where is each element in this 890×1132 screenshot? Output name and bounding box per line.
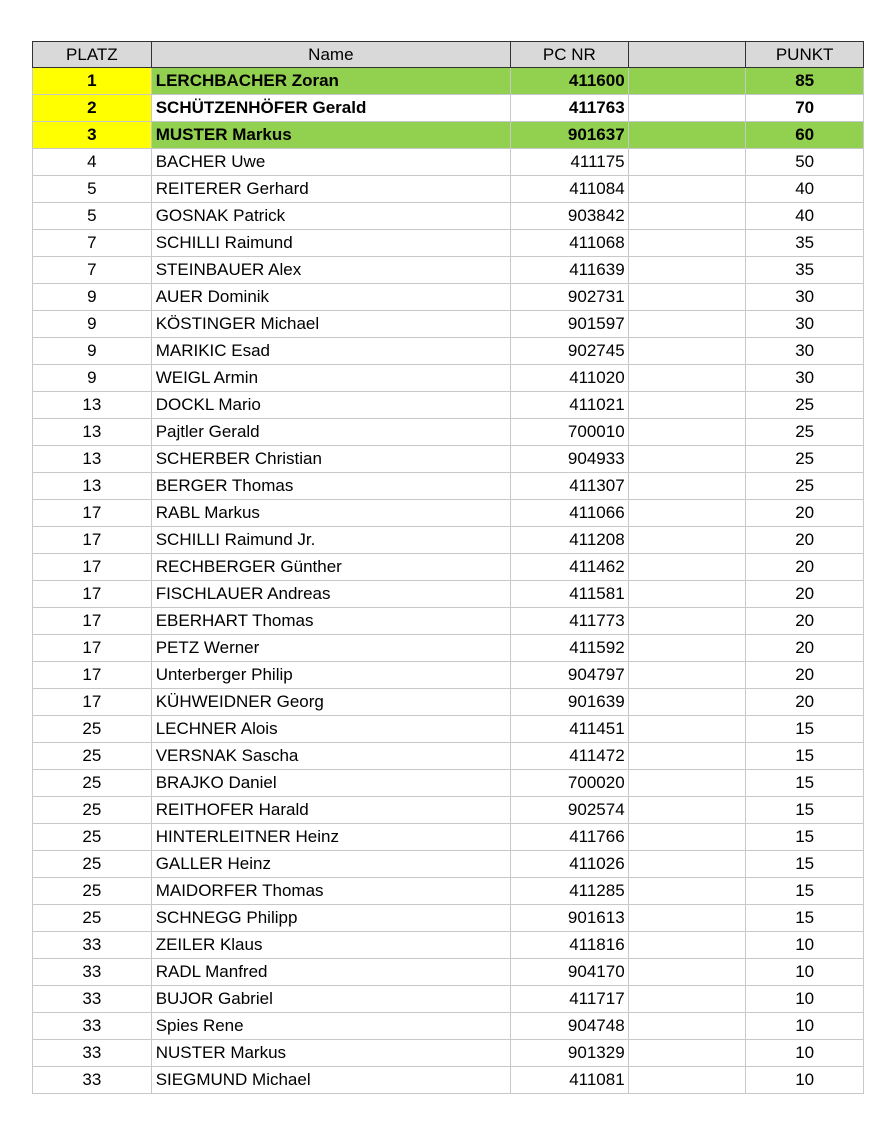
blank-cell (628, 230, 746, 257)
blank-cell (628, 608, 746, 635)
blank-cell (628, 419, 746, 446)
name-cell: STEINBAUER Alex (151, 257, 510, 284)
blank-cell (628, 473, 746, 500)
points-cell: 15 (746, 905, 864, 932)
blank-cell (628, 986, 746, 1013)
table-row (33, 851, 864, 878)
points-cell: 10 (746, 1040, 864, 1067)
blank-cell (628, 851, 746, 878)
blank-cell (628, 203, 746, 230)
header-row (33, 42, 864, 68)
name-cell: KÜHWEIDNER Georg (151, 689, 510, 716)
blank-cell (628, 716, 746, 743)
blank-cell (628, 797, 746, 824)
points-cell: 40 (746, 176, 864, 203)
points-cell: 20 (746, 527, 864, 554)
table-row (33, 1040, 864, 1067)
name-cell: ZEILER Klaus (151, 932, 510, 959)
points-cell: 10 (746, 959, 864, 986)
blank-cell (628, 257, 746, 284)
rank-cell: 17 (33, 527, 152, 554)
name-cell: WEIGL Armin (151, 365, 510, 392)
rank-cell: 33 (33, 1013, 152, 1040)
pc-nr-cell: 411472 (511, 743, 629, 770)
points-cell: 10 (746, 1013, 864, 1040)
name-cell: SCHNEGG Philipp (151, 905, 510, 932)
table-row (33, 635, 864, 662)
rank-cell: 17 (33, 608, 152, 635)
table-row (33, 878, 864, 905)
name-cell: SCHILLI Raimund Jr. (151, 527, 510, 554)
rank-cell: 33 (33, 932, 152, 959)
name-cell: EBERHART Thomas (151, 608, 510, 635)
name-cell: BERGER Thomas (151, 473, 510, 500)
points-cell: 15 (746, 743, 864, 770)
rank-cell: 17 (33, 500, 152, 527)
pc-nr-cell: 411066 (511, 500, 629, 527)
points-cell: 20 (746, 554, 864, 581)
table-row (33, 473, 864, 500)
points-cell: 25 (746, 392, 864, 419)
pc-nr-cell: 903842 (511, 203, 629, 230)
points-cell: 25 (746, 419, 864, 446)
table-row (33, 581, 864, 608)
points-cell: 30 (746, 338, 864, 365)
table-row (33, 1067, 864, 1094)
table-row (33, 149, 864, 176)
blank-cell (628, 95, 746, 122)
pc-nr-cell: 411581 (511, 581, 629, 608)
pc-nr-cell: 411081 (511, 1067, 629, 1094)
pc-nr-cell: 411068 (511, 230, 629, 257)
table-header (33, 42, 864, 68)
table-row (33, 716, 864, 743)
name-cell: Unterberger Philip (151, 662, 510, 689)
rank-cell: 25 (33, 905, 152, 932)
points-cell: 30 (746, 311, 864, 338)
blank-cell (628, 500, 746, 527)
points-cell: 50 (746, 149, 864, 176)
table-row (33, 1013, 864, 1040)
header-name: Name (151, 42, 510, 68)
table-row (33, 500, 864, 527)
blank-cell (628, 365, 746, 392)
table-row (33, 770, 864, 797)
points-cell: 30 (746, 365, 864, 392)
header-platz: PLATZ (33, 42, 152, 68)
pc-nr-cell: 411451 (511, 716, 629, 743)
rank-cell: 33 (33, 1040, 152, 1067)
name-cell: REITERER Gerhard (151, 176, 510, 203)
pc-nr-cell: 411285 (511, 878, 629, 905)
points-cell: 15 (746, 797, 864, 824)
name-cell: MUSTER Markus (151, 122, 510, 149)
table-row (33, 311, 864, 338)
pc-nr-cell: 901637 (511, 122, 629, 149)
rank-cell: 5 (33, 203, 152, 230)
rank-cell: 25 (33, 797, 152, 824)
rank-cell: 5 (33, 176, 152, 203)
name-cell: RECHBERGER Günther (151, 554, 510, 581)
table-row (33, 230, 864, 257)
table-row (33, 824, 864, 851)
points-cell: 20 (746, 581, 864, 608)
blank-cell (628, 1040, 746, 1067)
rank-cell: 13 (33, 392, 152, 419)
blank-cell (628, 635, 746, 662)
pc-nr-cell: 901639 (511, 689, 629, 716)
name-cell: MAIDORFER Thomas (151, 878, 510, 905)
blank-cell (628, 824, 746, 851)
rank-cell: 13 (33, 419, 152, 446)
header-punkt: PUNKT (746, 42, 864, 68)
table-row (33, 176, 864, 203)
blank-cell (628, 284, 746, 311)
rank-cell: 3 (33, 122, 152, 149)
rank-cell: 13 (33, 473, 152, 500)
name-cell: HINTERLEITNER Heinz (151, 824, 510, 851)
rank-cell: 13 (33, 446, 152, 473)
blank-cell (628, 176, 746, 203)
points-cell: 30 (746, 284, 864, 311)
rank-cell: 9 (33, 311, 152, 338)
rank-cell: 9 (33, 338, 152, 365)
pc-nr-cell: 411175 (511, 149, 629, 176)
table-row (33, 662, 864, 689)
rank-cell: 17 (33, 689, 152, 716)
pc-nr-cell: 902574 (511, 797, 629, 824)
rank-cell: 25 (33, 770, 152, 797)
rank-cell: 33 (33, 986, 152, 1013)
name-cell: GOSNAK Patrick (151, 203, 510, 230)
name-cell: SCHERBER Christian (151, 446, 510, 473)
table-row (33, 122, 864, 149)
blank-cell (628, 122, 746, 149)
name-cell: SCHILLI Raimund (151, 230, 510, 257)
blank-cell (628, 743, 746, 770)
blank-cell (628, 581, 746, 608)
table-row (33, 905, 864, 932)
blank-cell (628, 905, 746, 932)
pc-nr-cell: 902745 (511, 338, 629, 365)
blank-cell (628, 878, 746, 905)
rank-cell: 2 (33, 95, 152, 122)
pc-nr-cell: 904748 (511, 1013, 629, 1040)
name-cell: LERCHBACHER Zoran (151, 68, 510, 95)
blank-cell (628, 554, 746, 581)
points-cell: 25 (746, 473, 864, 500)
table-row (33, 419, 864, 446)
points-cell: 35 (746, 230, 864, 257)
pc-nr-cell: 411717 (511, 986, 629, 1013)
name-cell: NUSTER Markus (151, 1040, 510, 1067)
blank-cell (628, 1067, 746, 1094)
pc-nr-cell: 902731 (511, 284, 629, 311)
points-cell: 10 (746, 986, 864, 1013)
pc-nr-cell: 411084 (511, 176, 629, 203)
blank-cell (628, 68, 746, 95)
rank-cell: 17 (33, 554, 152, 581)
name-cell: Pajtler Gerald (151, 419, 510, 446)
table-row (33, 689, 864, 716)
table-row (33, 95, 864, 122)
name-cell: KÖSTINGER Michael (151, 311, 510, 338)
points-cell: 40 (746, 203, 864, 230)
pc-nr-cell: 411816 (511, 932, 629, 959)
points-cell: 20 (746, 500, 864, 527)
table-row (33, 203, 864, 230)
blank-cell (628, 959, 746, 986)
name-cell: REITHOFER Harald (151, 797, 510, 824)
name-cell: GALLER Heinz (151, 851, 510, 878)
rank-cell: 33 (33, 959, 152, 986)
blank-cell (628, 446, 746, 473)
table-row (33, 608, 864, 635)
points-cell: 15 (746, 878, 864, 905)
pc-nr-cell: 411592 (511, 635, 629, 662)
name-cell: Spies Rene (151, 1013, 510, 1040)
name-cell: BACHER Uwe (151, 149, 510, 176)
points-cell: 15 (746, 770, 864, 797)
table-row (33, 932, 864, 959)
points-cell: 10 (746, 932, 864, 959)
points-cell: 15 (746, 851, 864, 878)
blank-cell (628, 527, 746, 554)
rank-cell: 17 (33, 662, 152, 689)
table-row (33, 284, 864, 311)
pc-nr-cell: 411600 (511, 68, 629, 95)
name-cell: BRAJKO Daniel (151, 770, 510, 797)
pc-nr-cell: 411462 (511, 554, 629, 581)
blank-cell (628, 392, 746, 419)
pc-nr-cell: 901329 (511, 1040, 629, 1067)
name-cell: LECHNER Alois (151, 716, 510, 743)
table-row (33, 338, 864, 365)
rank-cell: 7 (33, 230, 152, 257)
name-cell: RADL Manfred (151, 959, 510, 986)
table-row (33, 257, 864, 284)
blank-cell (628, 689, 746, 716)
rank-cell: 7 (33, 257, 152, 284)
points-cell: 60 (746, 122, 864, 149)
blank-cell (628, 770, 746, 797)
pc-nr-cell: 411766 (511, 824, 629, 851)
points-cell: 15 (746, 824, 864, 851)
name-cell: PETZ Werner (151, 635, 510, 662)
rank-cell: 17 (33, 635, 152, 662)
pc-nr-cell: 904170 (511, 959, 629, 986)
name-cell: AUER Dominik (151, 284, 510, 311)
name-cell: SIEGMUND Michael (151, 1067, 510, 1094)
rank-cell: 25 (33, 716, 152, 743)
pc-nr-cell: 904797 (511, 662, 629, 689)
pc-nr-cell: 901613 (511, 905, 629, 932)
pc-nr-cell: 904933 (511, 446, 629, 473)
rank-cell: 25 (33, 878, 152, 905)
pc-nr-cell: 411208 (511, 527, 629, 554)
blank-cell (628, 311, 746, 338)
results-table (32, 41, 864, 1094)
name-cell: SCHÜTZENHÖFER Gerald (151, 95, 510, 122)
name-cell: MARIKIC Esad (151, 338, 510, 365)
table-row (33, 446, 864, 473)
rank-cell: 25 (33, 824, 152, 851)
points-cell: 35 (746, 257, 864, 284)
rank-cell: 17 (33, 581, 152, 608)
pc-nr-cell: 411026 (511, 851, 629, 878)
rank-cell: 1 (33, 68, 152, 95)
name-cell: VERSNAK Sascha (151, 743, 510, 770)
table-row (33, 554, 864, 581)
points-cell: 25 (746, 446, 864, 473)
pc-nr-cell: 700020 (511, 770, 629, 797)
blank-cell (628, 932, 746, 959)
rank-cell: 33 (33, 1067, 152, 1094)
table-row (33, 392, 864, 419)
rank-cell: 9 (33, 284, 152, 311)
name-cell: FISCHLAUER Andreas (151, 581, 510, 608)
points-cell: 15 (746, 716, 864, 743)
rank-cell: 9 (33, 365, 152, 392)
table-row (33, 986, 864, 1013)
table-row (33, 743, 864, 770)
rank-cell: 4 (33, 149, 152, 176)
table-row (33, 365, 864, 392)
table-row (33, 527, 864, 554)
pc-nr-cell: 700010 (511, 419, 629, 446)
name-cell: DOCKL Mario (151, 392, 510, 419)
points-cell: 20 (746, 635, 864, 662)
name-cell: RABL Markus (151, 500, 510, 527)
blank-cell (628, 1013, 746, 1040)
pc-nr-cell: 411773 (511, 608, 629, 635)
table-body (33, 68, 864, 1094)
header-blank (628, 42, 746, 68)
points-cell: 20 (746, 608, 864, 635)
rank-cell: 25 (33, 851, 152, 878)
pc-nr-cell: 901597 (511, 311, 629, 338)
table-row (33, 68, 864, 95)
blank-cell (628, 338, 746, 365)
table-row (33, 959, 864, 986)
table-row (33, 797, 864, 824)
pc-nr-cell: 411763 (511, 95, 629, 122)
pc-nr-cell: 411020 (511, 365, 629, 392)
header-pc-nr: PC NR (511, 42, 629, 68)
points-cell: 20 (746, 662, 864, 689)
blank-cell (628, 149, 746, 176)
pc-nr-cell: 411021 (511, 392, 629, 419)
blank-cell (628, 662, 746, 689)
points-cell: 85 (746, 68, 864, 95)
pc-nr-cell: 411307 (511, 473, 629, 500)
points-cell: 10 (746, 1067, 864, 1094)
points-cell: 70 (746, 95, 864, 122)
points-cell: 20 (746, 689, 864, 716)
rank-cell: 25 (33, 743, 152, 770)
name-cell: BUJOR Gabriel (151, 986, 510, 1013)
pc-nr-cell: 411639 (511, 257, 629, 284)
